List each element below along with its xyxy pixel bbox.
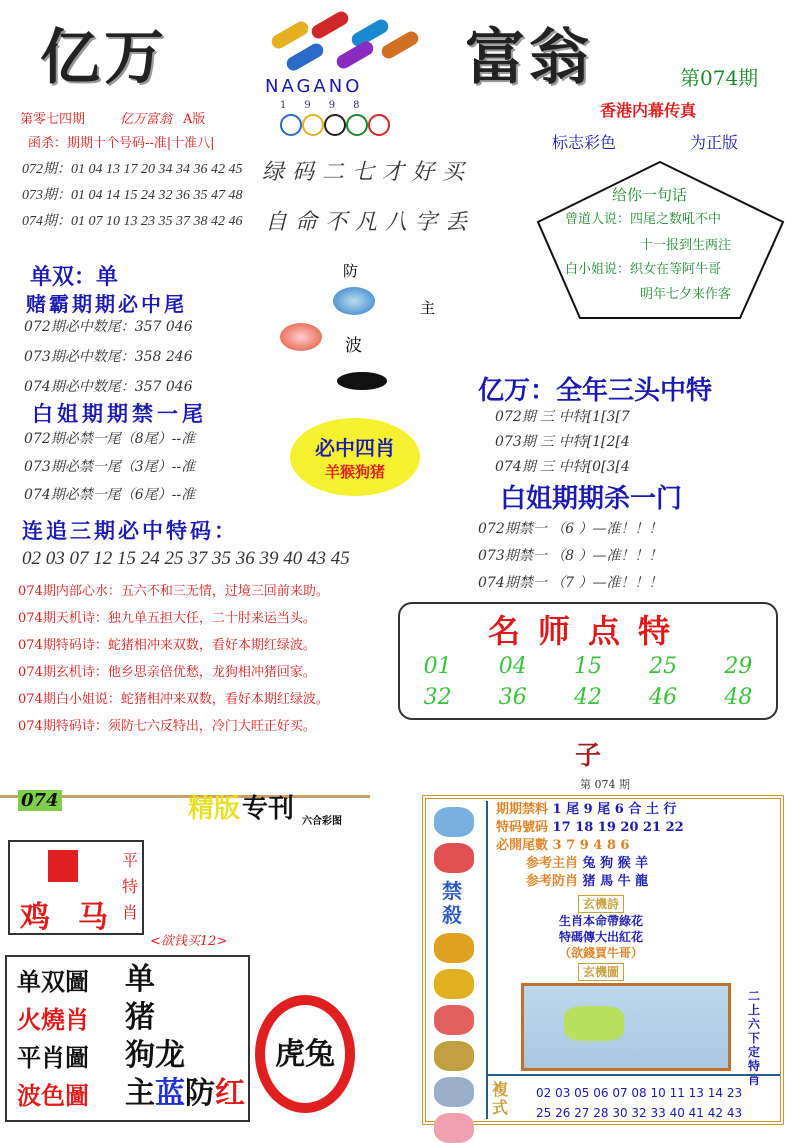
- br-head-char: 子: [575, 741, 602, 771]
- title-right: 富翁: [465, 23, 593, 93]
- center-char: 单: [125, 962, 155, 997]
- wave-zhu: 主: [420, 299, 436, 317]
- heads-row: 072期 三 中特[1[3[7: [495, 409, 630, 425]
- master-num: 15: [573, 654, 602, 679]
- wave-diagram: [275, 255, 475, 395]
- hk-fax: 香港内幕传真: [600, 101, 697, 120]
- master-num: 25: [649, 654, 678, 679]
- kill-door-title: 白姐期期杀一门: [500, 484, 683, 514]
- kill-door-row: 074期禁一 （7 ）—准！！！: [478, 575, 663, 591]
- base-ball: [337, 372, 387, 390]
- master-num: 01: [423, 654, 452, 679]
- br-vertical: 二上六下定特肖: [748, 989, 761, 1087]
- poem-074: 074期特码诗：须防七六反特出，冷门大旺正好买。: [18, 719, 316, 734]
- special-title-b: 专刊: [242, 794, 295, 824]
- special-title-a: 精版: [188, 794, 241, 824]
- tail-row: 074期必中数尾：357 046: [24, 379, 193, 395]
- tail-row: 073期必中数尾：358 246: [24, 349, 193, 365]
- red-ball: [280, 323, 322, 351]
- master-num: 36: [498, 685, 527, 710]
- zodiac-icon: [434, 933, 474, 963]
- br-nums: 02 03 05 06 07 08 10 11 13 14 23: [536, 1086, 743, 1100]
- num-label: 複式: [492, 1080, 509, 1117]
- br-row-label: 特码號码: [496, 820, 549, 835]
- ban-tail-row: 074期必禁一尾（6尾）--准: [24, 487, 196, 503]
- wave-bo: 波: [345, 336, 362, 356]
- poems-074: [18, 580, 329, 742]
- br-issue: 第 074 期: [580, 778, 630, 791]
- wave-red-label: 红: [215, 1076, 245, 1111]
- kill-door-row: 073期禁一 （8 ）—准！！！: [478, 548, 663, 564]
- tiger-rabbit-circle: [255, 995, 355, 1113]
- intro-issue: 第零七四期: [20, 112, 86, 127]
- zodiac-icon: [434, 1113, 474, 1143]
- br-poem-line: 特碼傳大出紅花: [558, 930, 643, 944]
- zodiac-icon: [434, 969, 474, 999]
- zodiac-icon: [434, 843, 474, 873]
- deer-figure: [564, 1006, 624, 1041]
- single-double: 单双：单: [30, 264, 119, 290]
- master-title: 名师点特: [487, 612, 688, 650]
- br-panel: [422, 795, 784, 1125]
- row-label: 072期：: [22, 162, 71, 177]
- br-row-value: 1 尾 9 尾 6 合 土 行: [552, 802, 677, 817]
- ban-tail-row: 072期必禁一尾（8尾）--准: [24, 431, 196, 447]
- br-row-value: 17 18 19 20 21 22: [552, 820, 684, 835]
- four-zodiac-oval: [290, 418, 420, 496]
- four-zodiac-animals: 羊猴狗猪: [324, 463, 385, 481]
- row-label: 074期：: [22, 214, 71, 229]
- streak-title: 连追三期必中特码：: [22, 518, 238, 543]
- special-brand: 六合彩图: [302, 816, 342, 827]
- row-nums: 01 04 13 17 20 34 34 36 42 45: [71, 162, 243, 177]
- wave-zhu-label: 主: [125, 1076, 155, 1111]
- master-box: [398, 602, 778, 720]
- chart-line: 波色圖: [17, 1081, 89, 1110]
- br-nums: 25 26 27 28 30 32 33 40 41 42 43: [536, 1106, 743, 1120]
- row-label: 073期：: [22, 188, 71, 203]
- poem-074: 074期特码诗：蛇猪相冲来双数，看好本期红绿波。: [18, 638, 316, 653]
- wave-fang-label: 防: [185, 1076, 215, 1111]
- zodiac-column: [434, 801, 488, 1119]
- zodiac-icon: [434, 1041, 474, 1071]
- row-nums: 01 07 10 13 23 35 37 38 42 46: [71, 214, 243, 229]
- br-side-label: 禁殺: [442, 879, 462, 927]
- poem-line: 绿码二七才好买: [262, 160, 473, 185]
- master-num: 32: [423, 685, 452, 710]
- poem-074: 074期天机诗：独九单五担大任，二十肘来运当头。: [18, 611, 316, 626]
- chart-line: 火燒肖: [17, 1005, 89, 1034]
- special-issue: 074: [18, 790, 62, 811]
- zodiac-icon: [434, 1077, 474, 1107]
- center-char: 狗龙: [125, 1038, 185, 1073]
- poem-line: 自命不凡八字丢: [265, 210, 476, 235]
- pentagon-line: 白小姐说：织女在等阿牛哥: [565, 262, 722, 277]
- logo-color-right: 为正版: [690, 133, 739, 152]
- ban-tail-title: 白姐期期禁一尾: [32, 401, 207, 426]
- ref-main-value: 兔 狗 猴 羊: [582, 856, 649, 871]
- chart-line: 平肖圖: [17, 1043, 89, 1072]
- heads-rows: [495, 406, 630, 481]
- master-num: 29: [724, 654, 753, 679]
- box-char: 鸡: [20, 900, 50, 935]
- zodiac-icon: [434, 807, 474, 837]
- pentagon-line: 十一报到生两注: [640, 238, 732, 253]
- ban-tail-rows: [24, 428, 195, 512]
- row-nums: 01 04 14 15 24 32 36 35 47 48: [71, 188, 243, 203]
- title-left: 亿万: [40, 23, 168, 93]
- ref-guard-label: 参考防肖: [526, 874, 579, 889]
- four-zodiac-title: 必中四肖: [315, 436, 395, 460]
- chart-box: [5, 955, 250, 1122]
- mystery-picture: [521, 983, 731, 1071]
- center-char: 猪: [125, 1000, 155, 1035]
- kill-door-rows: [478, 518, 663, 599]
- pic-title: 玄機圖: [578, 963, 624, 981]
- master-num: 04: [498, 654, 527, 679]
- circle-text: 虎兔: [275, 1037, 335, 1072]
- logo-year: 1998: [280, 100, 378, 111]
- tail-rows: [24, 316, 193, 406]
- br-row-label: 必開尾數: [496, 838, 549, 853]
- box-side: 平特肖: [122, 851, 139, 922]
- tail-row: 072期必中数尾：357 046: [24, 319, 193, 335]
- nagano-logo: [250, 8, 430, 136]
- br-row-value: 3 7 9 4 8 6: [552, 838, 630, 853]
- heads-title: 亿万：全年三头中特: [478, 376, 713, 406]
- br-poem-line: 生肖本命帶綠花: [558, 914, 643, 928]
- intro-edition: A版: [183, 112, 206, 127]
- poem-074: 074期白小姐说：蛇猪相冲来双数，看好本期红绿波。: [18, 692, 329, 707]
- tail-title: 赌霸期期必中尾: [26, 292, 187, 316]
- intro-rows: [22, 158, 257, 236]
- ref-guard-value: 猪 馬 牛 龍: [582, 874, 649, 889]
- special-tag: <欲钱买12>: [150, 934, 228, 949]
- master-num: 42: [573, 685, 602, 710]
- br-poem-line: （欲錢買牛哥）: [558, 946, 643, 960]
- master-num: 48: [724, 685, 753, 710]
- flat-zodiac-box: [8, 840, 144, 935]
- poem-074: 074期内部心水：五六不和三无情，过境三回前来助。: [18, 584, 329, 599]
- kill-door-row: 072期禁一 （6 ）—准！！！: [478, 521, 663, 537]
- wave-fang: 防: [343, 262, 359, 280]
- chart-line: 单双圖: [17, 967, 89, 996]
- heads-row: 074期 三 中特[0[3[4: [495, 459, 630, 475]
- ref-main-label: 参考主肖: [526, 856, 579, 871]
- pentagon-title: 给你一句话: [612, 186, 688, 204]
- heads-row: 073期 三 中特[1[2[4: [495, 434, 630, 450]
- logo-color-left: 标志彩色: [552, 133, 617, 152]
- master-num: 46: [649, 685, 678, 710]
- logo-text: NAGANO: [265, 76, 363, 97]
- divider: [488, 1074, 780, 1076]
- streak-nums: 02 03 07 12 15 24 25 37 35 36 39 40 43 45: [22, 548, 350, 569]
- zodiac-icon: [434, 1005, 474, 1035]
- pentagon-line: 明年七夕来作客: [640, 287, 732, 302]
- issue-number: 第074期: [680, 66, 759, 90]
- ban-tail-row: 073期必禁一尾（3尾）--准: [24, 459, 196, 475]
- blue-ball: [333, 287, 375, 315]
- poem-title: 玄機詩: [578, 895, 624, 913]
- pentagon-line: 曾道人说：四尾之数吼不中: [565, 212, 722, 227]
- br-row-label: 期期禁料: [496, 802, 549, 817]
- wave-blue-label: 蓝: [155, 1076, 185, 1111]
- intro-subtitle: 函杀：期期十个号码--准|十准八|: [28, 136, 215, 151]
- box-char: 马: [78, 900, 108, 935]
- intro-brand: 亿万富翁: [120, 112, 173, 127]
- poem-074: 074期玄机诗：他乡思亲倍优愁，龙狗相冲猪回家。: [18, 665, 316, 680]
- red-block: [48, 850, 78, 882]
